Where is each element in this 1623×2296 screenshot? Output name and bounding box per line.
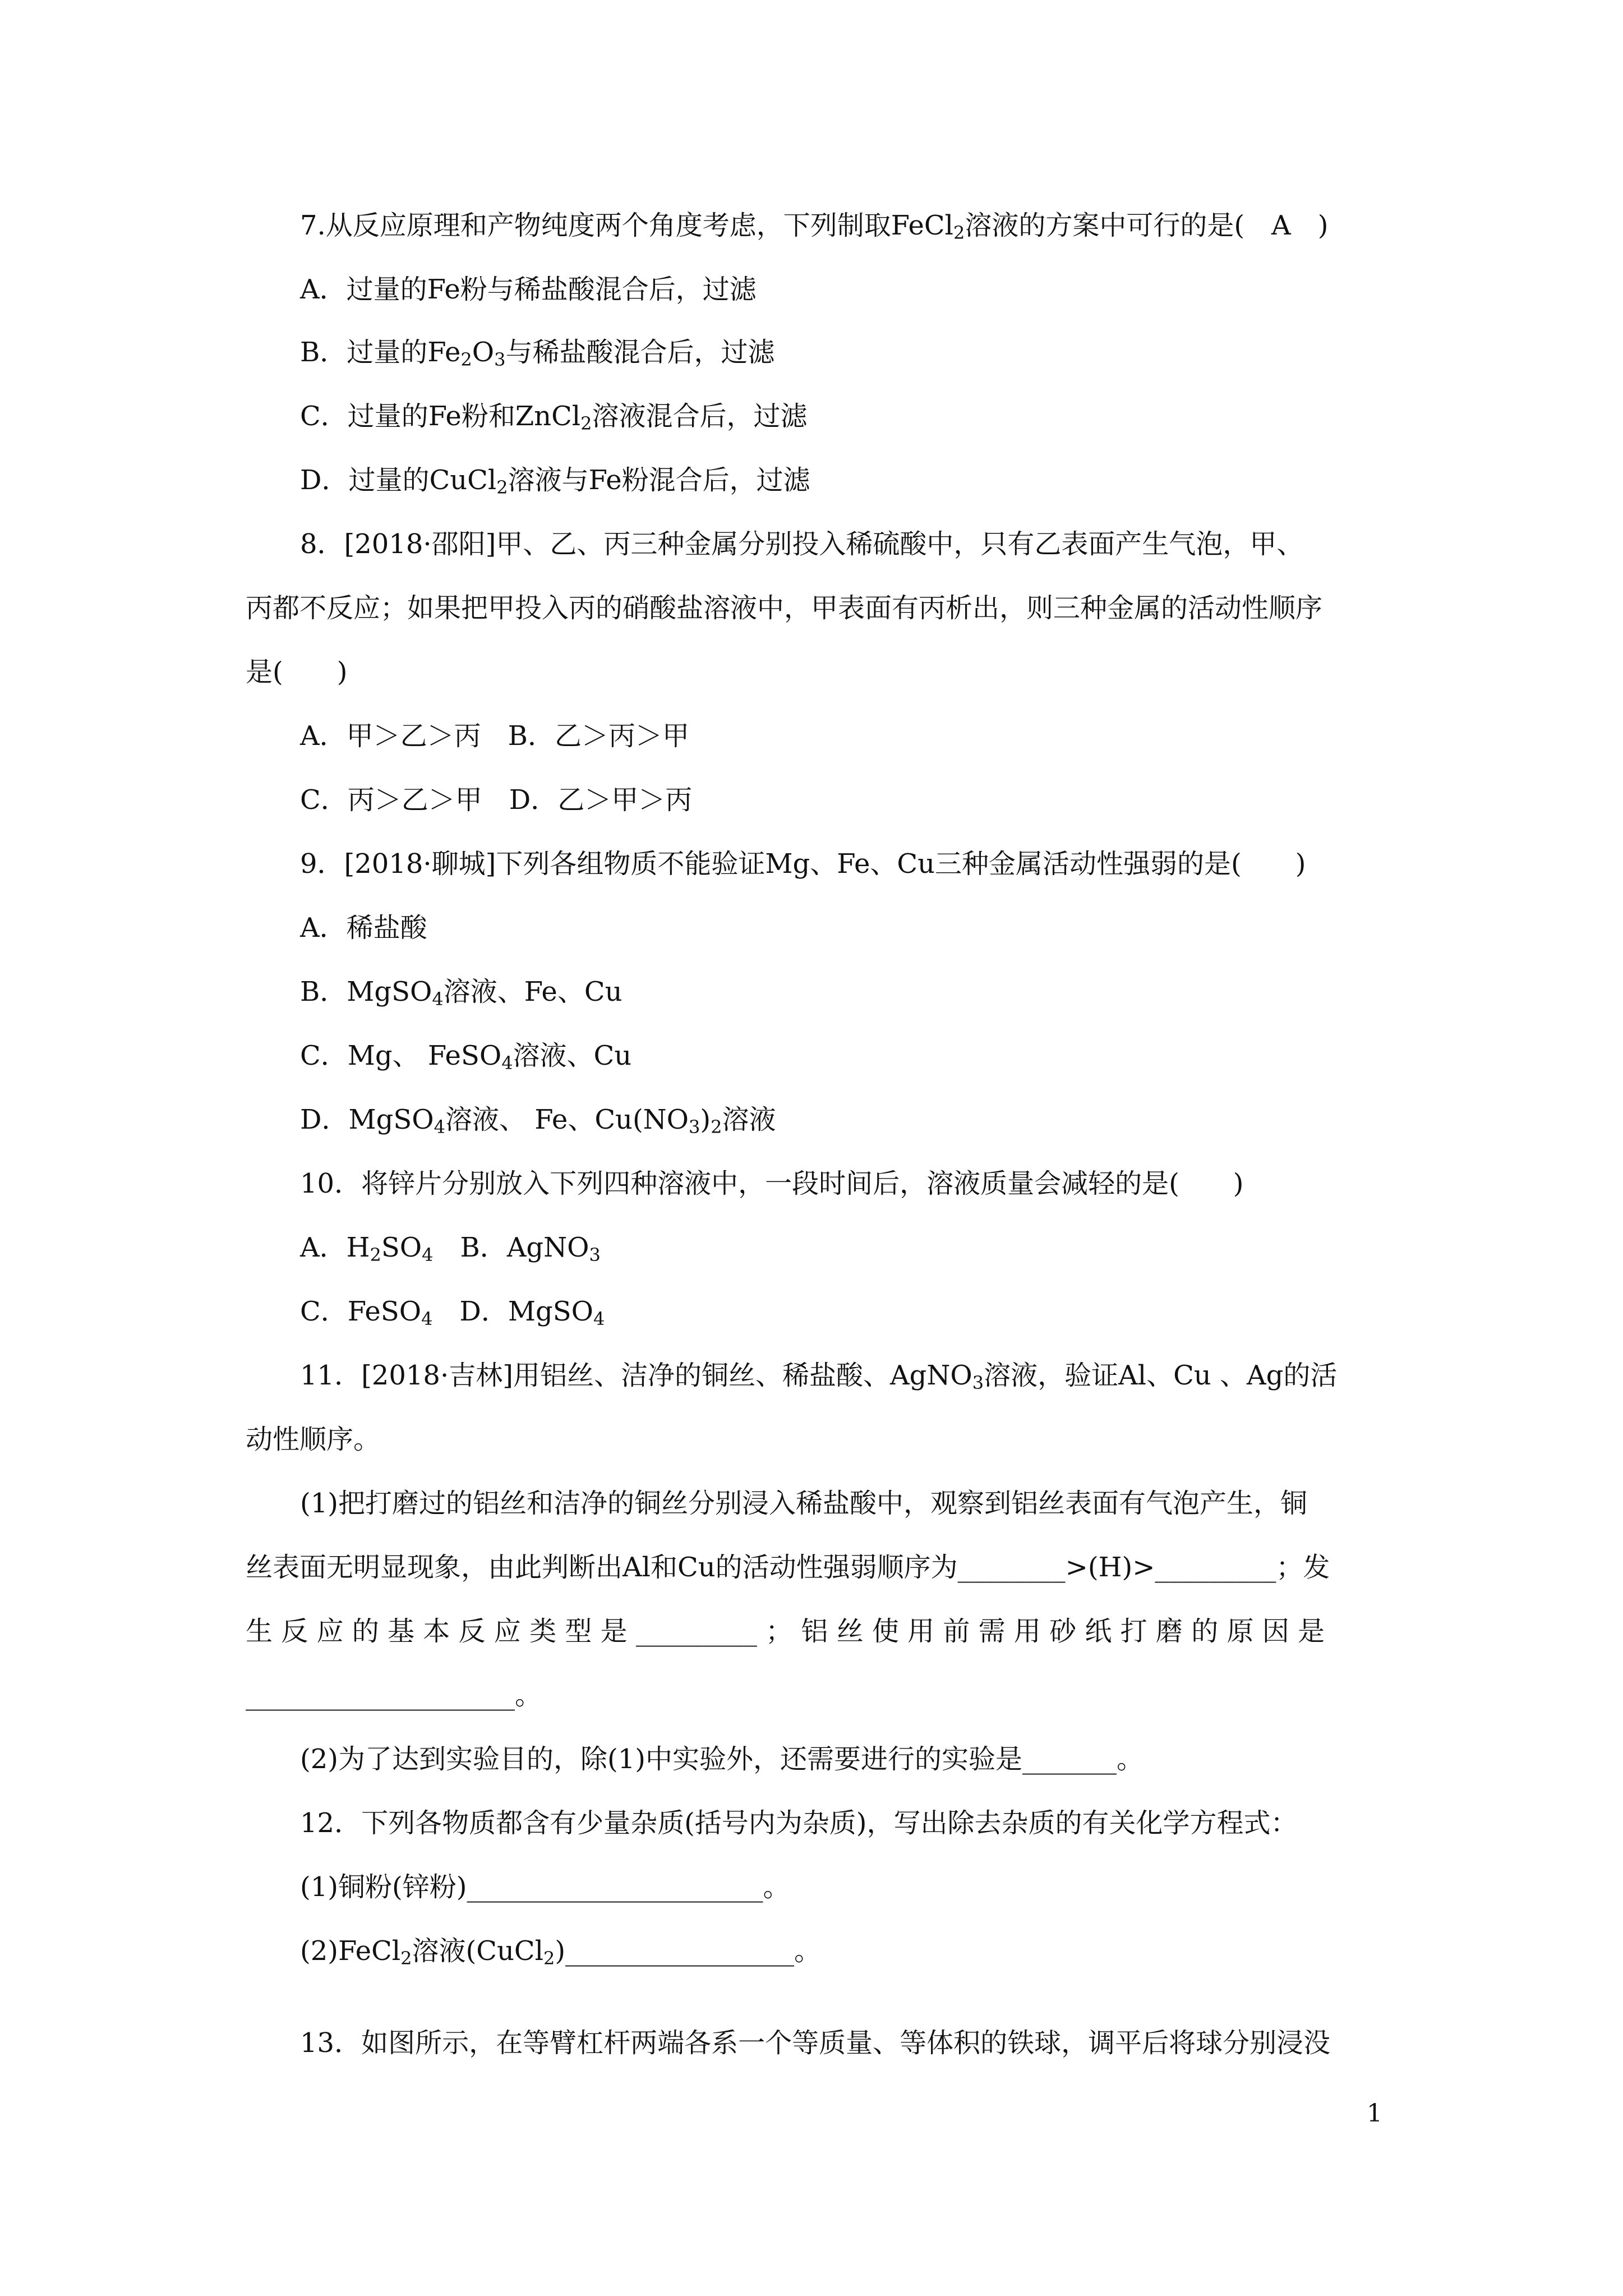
q8-stem-line3: 是( ): [246, 656, 348, 688]
q11-part1-line1: (1)把打磨过的铝丝和洁净的铜丝分别浸入稀盐酸中，观察到铝丝表面有气泡产生，铜: [300, 1488, 1307, 1519]
q12-part2: (2)FeCl$_2$溶液(CuCl$_2$)_________________。: [300, 1935, 822, 1969]
q11-part1-line2: 丝表面无明显现象，由此判断出Al和Cu的活动性强弱顺序为________>(H)>_________；发: [246, 1552, 1330, 1583]
q12-part1: (1)铜粉(锌粉)______________________。: [300, 1871, 790, 1903]
q8-stem-line2: 丙都不反应；如果把甲投入丙的硝酸盐溶液中，甲表面有丙析出，则三种金属的活动性顺序: [246, 592, 1323, 624]
page-number: 1: [1367, 2099, 1382, 2128]
q7-option-a: A．过量的Fe粉与稀盐酸混合后，过滤: [300, 274, 757, 305]
q10-options-cd: C．FeSO$_4$ D．MgSO$_4$: [300, 1296, 605, 1329]
q9-option-c: C．Mg、 FeSO$_4$溶液、Cu: [300, 1040, 632, 1074]
q9-option-d: D．MgSO$_4$溶液、 Fe、$Cu(NO_3)_2$溶液: [300, 1104, 776, 1138]
q8-stem-line1: 8．[2018·邵阳]甲、乙、丙三种金属分别投入稀硫酸中，只有乙表面产生气泡，甲、: [300, 528, 1304, 560]
q10-options-ab: A．$H_2SO_4$ B．AgNO$_3$: [300, 1232, 601, 1266]
q9-option-a: A．稀盐酸: [300, 912, 427, 944]
q8-options-ab: A．甲＞乙＞丙 B．乙＞丙＞甲: [300, 720, 689, 752]
q12-stem: 12．下列各物质都含有少量杂质(括号内为杂质)，写出除去杂质的有关化学方程式：: [300, 1807, 1298, 1839]
q7-option-d: D．过量的CuCl$_2$溶液与Fe粉混合后，过滤: [300, 464, 810, 498]
q10-stem: 10．将锌片分别放入下列四种溶液中，一段时间后，溶液质量会减轻的是( ): [300, 1168, 1244, 1199]
q7-option-c: C．过量的Fe粉和ZnCl$_2$溶液混合后，过滤: [300, 401, 808, 434]
q9-stem: 9．[2018·聊城]下列各组物质不能验证Mg、Fe、Cu三种金属活动性强弱的是( ): [300, 848, 1306, 880]
q11-part1-line4: ____________________。: [246, 1680, 542, 1711]
q11-part1-line3: 生 反 应 的 基 本 反 应 类 型 是 _________ ； 铝 丝 使 用 前 需 用 砂 纸 打 磨 的 原 因 是: [246, 1616, 1325, 1647]
q8-options-cd: C．丙＞乙＞甲 D．乙＞甲＞丙: [300, 784, 693, 816]
q11-stem-line2: 动性顺序。: [246, 1424, 381, 1455]
q9-option-b: B．MgSO$_4$溶液、Fe、Cu: [300, 976, 623, 1010]
q13-stem-line1: 13．如图所示，在等臂杠杆两端各系一个等质量、等体积的铁球，调平后将球分别浸没: [300, 2027, 1331, 2059]
q7-option-b: B．过量的$Fe_2O_3$与稀盐酸混合后，过滤: [300, 337, 775, 370]
q11-stem-line1: 11．[2018·吉林]用铝丝、洁净的铜丝、稀盐酸、AgNO$_3$溶液，验证Al、Cu 、Ag的活: [300, 1360, 1338, 1393]
q11-part2: (2)为了达到实验目的，除(1)中实验外，还需要进行的实验是_______。: [300, 1743, 1144, 1775]
q7-stem: 7.从反应原理和产物纯度两个角度考虑，下列制取FeCl$_2$溶液的方案中可行的是( A ): [300, 210, 1329, 243]
